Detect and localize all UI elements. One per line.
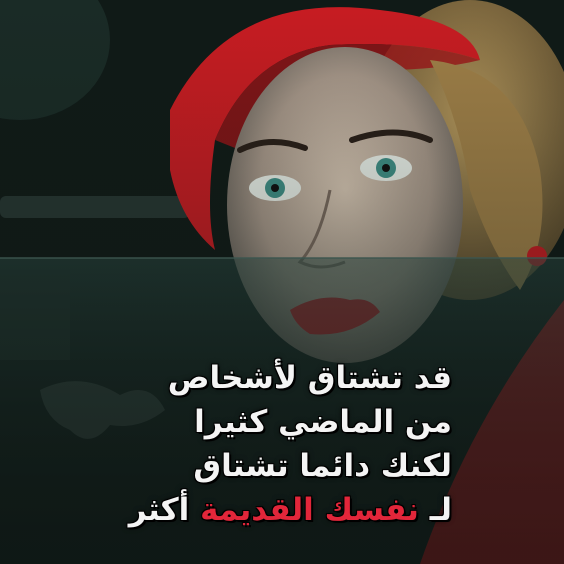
quote-line-4-prefix: لـ	[429, 492, 452, 528]
quote-line-3: لكنك دائما تشتاق	[193, 448, 452, 484]
quote-line-2: من الماضي كثيرا	[194, 404, 452, 440]
quote-accent-phrase: نفسك القديمة	[200, 492, 419, 528]
quote-text	[32, 356, 452, 532]
quote-line-1: قد تشتاق لأشخاص	[167, 360, 452, 396]
quote-line-4-suffix: أكثر	[128, 492, 190, 528]
quote-line-4	[32, 488, 452, 532]
